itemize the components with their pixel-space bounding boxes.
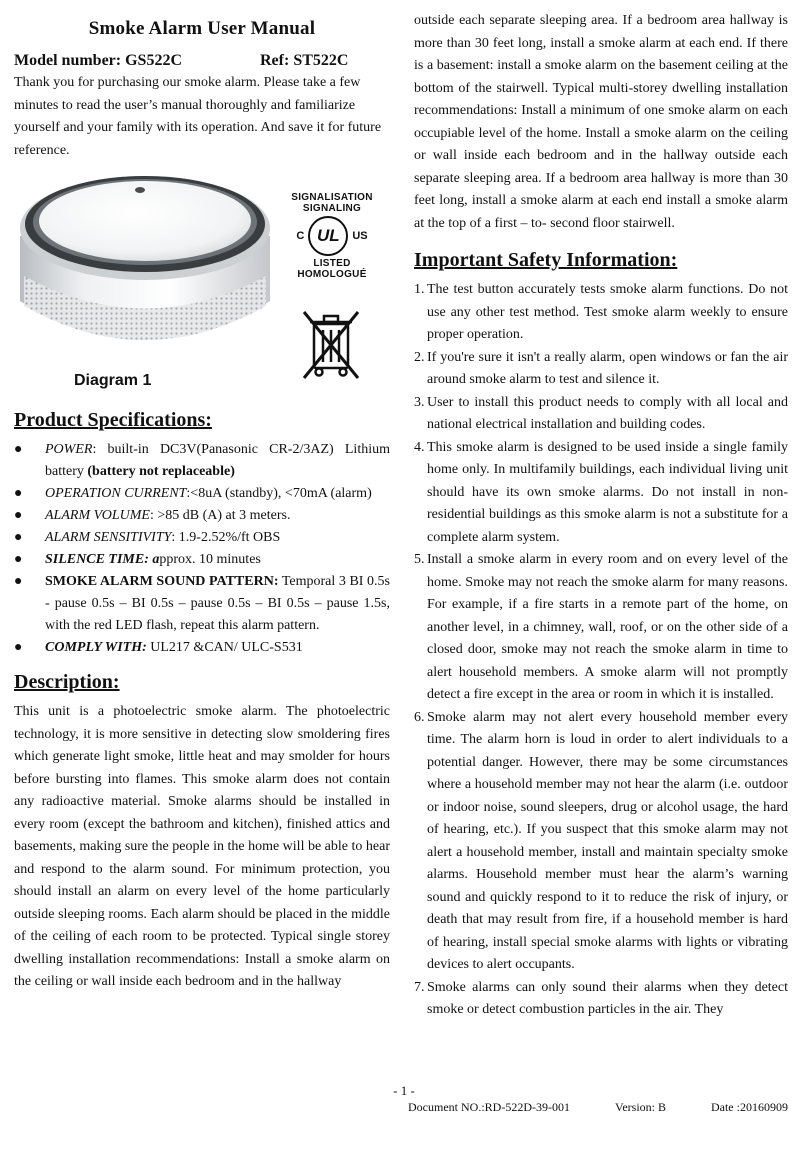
safety-item-number: 5. (414, 552, 425, 567)
page-title: Smoke Alarm User Manual (88, 18, 316, 39)
bullet-icon: ● (14, 530, 23, 545)
spec-text: pprox. 10 minutes (159, 552, 261, 567)
ul-bottom-line2: HOMOLOGUÉ (297, 269, 367, 280)
spec-label: POWER (45, 442, 93, 457)
specs-heading: Product Specifications: (14, 409, 212, 431)
ul-top-line2: SIGNALING (302, 203, 362, 214)
spec-bold-text: (battery not replaceable) (87, 464, 235, 479)
safety-item-text: The test button accurately tests smoke alarm functions. Do not use any other test method. Test smoke alarm weekly to ensure proper operation. (427, 282, 788, 342)
model-number (14, 50, 260, 72)
ul-us: US (352, 230, 368, 242)
ref-label: Ref: (260, 52, 290, 69)
spec-item (14, 439, 390, 483)
spec-label: ALARM VOLUME (45, 508, 150, 523)
smoke-alarm-image (14, 166, 276, 366)
page-number: - 1 - (393, 1083, 415, 1098)
weee-bin-icon (298, 308, 364, 382)
safety-item-number: 6. (414, 709, 425, 725)
spec-text: : >85 dB (A) at 3 meters. (149, 508, 291, 523)
model-row (14, 50, 390, 72)
document-footer (408, 1100, 788, 1115)
spec-text: :<8uA (standby), <70mA (alarm) (186, 486, 372, 501)
spec-item (14, 571, 390, 637)
bullet-icon: ● (14, 508, 23, 523)
ul-c: C (296, 230, 305, 242)
bullet-icon: ● (14, 442, 23, 457)
intro-text: Thank you for purchasing our smoke alarm. Please take a few minutes to read the user’s manual thoroughly and familiarize yourself and your family with its operation. And save it for future reference. (14, 75, 382, 158)
safety-item (414, 549, 788, 707)
spec-text: Temporal 3 BI 0.5s - pause 0.5s – BI 0.5s – pause 0.5s – BI 0.5s – pause 1.5s, with the red LED flash, repeat this alarm pattern. (45, 574, 391, 633)
description-heading: Description: (14, 671, 120, 693)
specs-list (14, 439, 390, 659)
bullet-icon: ● (14, 640, 23, 655)
safety-item-number: 4. (414, 439, 425, 455)
safety-item-text: User to install this product needs to comply with all local and national electrical installation and building codes. (427, 394, 788, 432)
spec-item (14, 637, 390, 659)
bullet-icon: ● (14, 552, 23, 567)
safety-item-text: This smoke alarm is designed to be used inside a single family home only. In multifamily buildings, each individual living unit should have its own smoke alarms. Do not install in non-residential buildings as this smoke alarm is not a substitute for a complete alarm system. (427, 439, 788, 545)
spec-text: : built-in DC3V(Panasonic CR-2/3AZ) Lithium battery (45, 442, 390, 479)
spec-item (14, 505, 390, 527)
safety-heading: Important Safety Information: (414, 249, 678, 271)
description-continued: outside each separate sleeping area. If a bedroom area hallway is more than 30 feet long, install a smoke alarm at each end. If there is a basement: install a smoke alarm on the basement ceiling at the bottom of the stairwell. Typical multi-storey dwelling installation recommendations: Install a minimum of one smoke alarm on each occupiable level of the home. Install a smoke alarm on the ceiling or wall inside each bedroom and in the hallway outside each separate sleeping area. If a bedroom area hallway is more than 30 feet long, install a smoke alarm at each end install a smoke alarm at the top of a first – to- second floor stairwell. (414, 13, 788, 231)
model-value: GS522C (125, 52, 183, 69)
safety-item-text: Smoke alarm may not alert every household member every time. The alarm horn is loud in order to alert individuals to a potential danger. However, there may be some circumstances where a household member may not hear the alarm (i.e. outdoor or indoor noise, sound sleepers, drug or alcohol usage, the hard of hearing, etc.). If you suspect that this smoke alarm may not alert a household member, install and maintain specialty smoke alarms. Household member must hear the alarm’s warning sound and quickly respond to it to reduce the risk of injury, or death that may result from fire, if a household member is hard of hearing, install special smoke alarms with lights or vibrating devices to alert occupants. (427, 709, 788, 972)
safety-item (414, 707, 788, 977)
ref-value: ST522C (293, 52, 349, 69)
safety-item-text: Smoke alarms can only sound their alarms when they detect smoke or detect combustion particles in the air. They (427, 979, 788, 1017)
diagram (14, 162, 390, 397)
safety-item-number: 1. (414, 282, 425, 297)
safety-item (414, 392, 788, 437)
spec-item (14, 483, 390, 505)
spec-label: COMPLY WITH: (45, 640, 147, 655)
spec-label: ALARM SENSITIVITY (45, 530, 172, 545)
bullet-icon: ● (14, 486, 23, 501)
ul-logo-icon: UL (308, 216, 348, 256)
spec-label: SILENCE TIME: a (45, 552, 160, 567)
diagram-label: Diagram 1 (74, 372, 152, 389)
bullet-icon: ● (14, 574, 23, 589)
left-column (14, 10, 390, 994)
ul-center (286, 216, 378, 256)
spec-item (14, 527, 390, 549)
safety-item (414, 279, 788, 347)
ref-number (260, 50, 380, 72)
safety-item-number: 7. (414, 979, 425, 995)
ul-bottom-line1: LISTED (313, 258, 351, 269)
safety-item-text: If you're sure it isn't a really alarm, open windows or fan the air around smoke alarm to test and silence it. (427, 349, 788, 387)
safety-item (414, 977, 788, 1022)
safety-item-text: Install a smoke alarm in every room and on every level of the home. Smoke may not reach the smoke alarm for many reasons. For example, if a fire starts in a remote part of the home, on another level, in a chimney, wall, roof, or on the other side of a closed door, smoke may not reach the smoke alarm in time to alert household members. A smoke alarm will not promptly detect a fire except in the area or room in which it is installed. (427, 552, 788, 702)
description-text: This unit is a photoelectric smoke alarm. The photoelectric technology, it is more sensitive in detecting slow smoldering fires which generate light smoke, little heat and may smolder for hours before bursting into flames. This smoke alarm does not contain any radioactive material. Smoke alarms should be installed in every room (except the bathroom and kitchen), finished attics and basements, making sure the people in the home will be able to hear and respond to the alarm sound. For minimum protection, you should install an alarm on every level of the home particularly outside sleeping rooms. Each alarm should be placed in the middle of the ceiling of each room to be protected. Typical single storey dwelling installation recommendations: Install a smoke alarm on the ceiling or wall inside each bedroom and in the hallway (14, 704, 390, 989)
safety-item (414, 437, 788, 550)
safety-item-number: 2. (414, 349, 425, 365)
model-label: Model number: (14, 52, 122, 69)
spec-text: UL217 &CAN/ ULC-S531 (146, 640, 303, 655)
spec-item (14, 549, 390, 571)
safety-list (414, 279, 788, 1022)
safety-item (414, 347, 788, 392)
safety-item-number: 3. (414, 394, 425, 410)
document-date: Date :20160909 (710, 1100, 788, 1114)
document-version: Version: B (614, 1100, 666, 1114)
spec-label: OPERATION CURRENT (45, 486, 187, 501)
ul-top-line1: SIGNALISATION (291, 192, 373, 203)
document-number: Document NO.:RD-522D-39-001 (408, 1100, 570, 1114)
spec-label: SMOKE ALARM SOUND PATTERN: (45, 574, 279, 589)
spec-text: : 1.9-2.52%/ft OBS (171, 530, 281, 545)
ul-certification-mark (286, 192, 378, 280)
right-column (414, 10, 788, 1022)
